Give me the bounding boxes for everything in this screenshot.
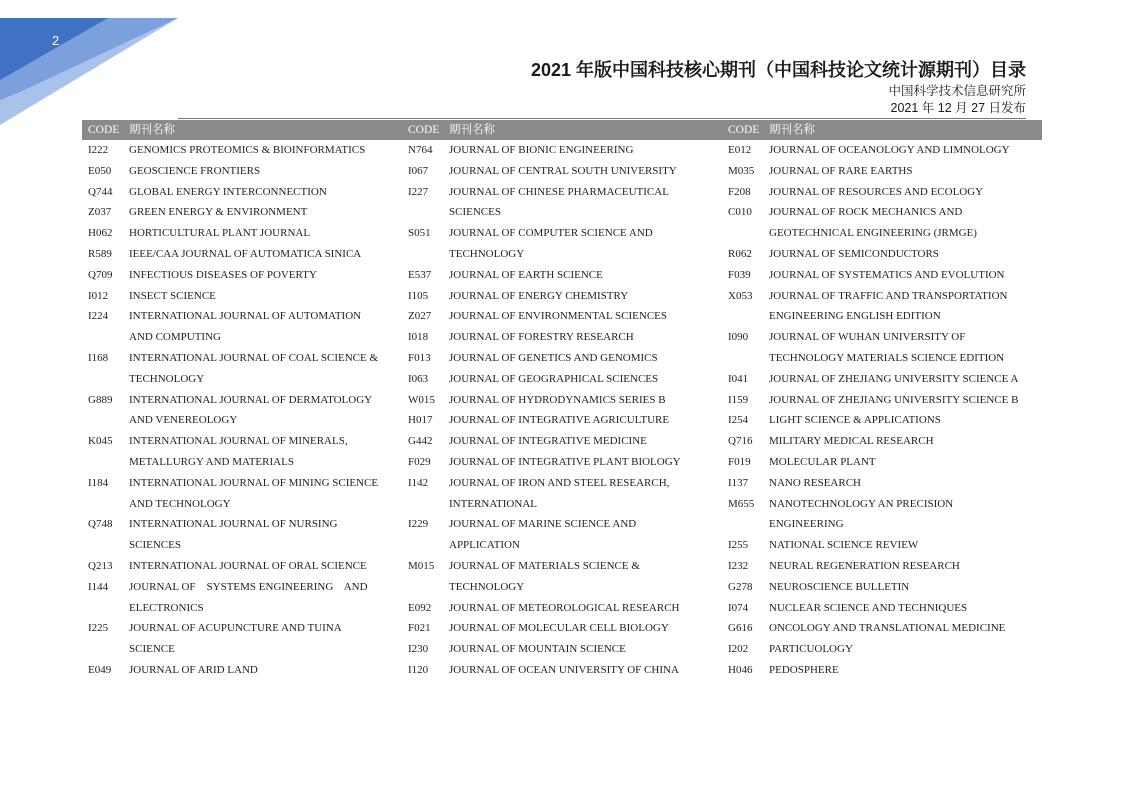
journal-name: GEOTECHNICAL ENGINEERING (JRMGE) — [769, 227, 977, 240]
table-row — [722, 556, 1042, 577]
table-row — [722, 306, 1042, 327]
table-row — [722, 369, 1042, 390]
journal-code: E050 — [88, 164, 112, 177]
header-code: CODE — [88, 124, 120, 136]
journal-name: JOURNAL OF ENERGY CHEMISTRY — [449, 289, 629, 302]
journal-table — [82, 120, 1042, 681]
journal-code: F039 — [728, 268, 751, 281]
journal-name: JOURNAL OF SYSTEMATICS AND EVOLUTION — [769, 268, 1005, 281]
journal-code: I159 — [728, 393, 749, 406]
journal-code: Q748 — [88, 518, 113, 531]
journal-code: G442 — [408, 435, 433, 448]
journal-code: H062 — [88, 227, 113, 240]
table-row — [82, 410, 402, 431]
table-row — [402, 660, 722, 681]
journal-name: LIGHT SCIENCE & APPLICATIONS — [769, 414, 941, 427]
journal-column — [722, 140, 1042, 681]
table-row — [402, 161, 722, 182]
journal-name: NATIONAL SCIENCE REVIEW — [769, 539, 919, 552]
journal-code — [82, 535, 129, 556]
journal-name: JOURNAL OF INTEGRATIVE PLANT BIOLOGY — [449, 455, 681, 468]
journal-code: R062 — [728, 247, 752, 260]
journal-code: Z037 — [88, 206, 112, 219]
header-journal-name: 期刊名称 — [449, 124, 495, 136]
journal-name: GLOBAL ENERGY INTERCONNECTION — [129, 185, 327, 198]
journal-name: INTERNATIONAL JOURNAL OF MINERALS, — [129, 435, 348, 448]
table-row — [722, 265, 1042, 286]
journal-name: JOURNAL OF ZHEJIANG UNIVERSITY SCIENCE A — [769, 372, 1019, 385]
header-code: CODE — [728, 124, 760, 136]
table-row — [82, 473, 402, 494]
journal-code: F021 — [408, 622, 431, 635]
journal-name: TECHNOLOGY MATERIALS SCIENCE EDITION — [769, 351, 1005, 364]
journal-code: H046 — [728, 663, 753, 676]
journal-name: JOURNAL OF BIONIC ENGINEERING — [449, 144, 634, 156]
table-row — [402, 182, 722, 203]
journal-code: I074 — [728, 601, 749, 614]
journal-code: I105 — [408, 289, 429, 302]
table-row — [82, 660, 402, 681]
table-row — [402, 639, 722, 660]
table-header — [82, 120, 1042, 140]
table-row — [402, 556, 722, 577]
table-row — [722, 494, 1042, 515]
journal-name: JOURNAL OF ROCK MECHANICS AND — [769, 206, 963, 219]
journal-name: JOURNAL OF SYSTEMS ENGINEERING AND — [129, 580, 368, 593]
journal-code — [82, 639, 129, 660]
journal-name: INFECTIOUS DISEASES OF POVERTY — [129, 268, 317, 281]
table-row — [82, 182, 402, 203]
journal-name: ENGINEERING ENGLISH EDITION — [769, 310, 941, 323]
journal-code: M035 — [728, 164, 755, 177]
journal-code: F208 — [728, 185, 751, 198]
table-row — [82, 202, 402, 223]
journal-name: JOURNAL OF ACUPUNCTURE AND TUINA — [129, 622, 342, 635]
table-row — [722, 327, 1042, 348]
table-row — [722, 535, 1042, 556]
table-row — [82, 535, 402, 556]
table-row — [402, 286, 722, 307]
journal-code: Q709 — [88, 268, 113, 281]
journal-name: HORTICULTURAL PLANT JOURNAL — [129, 227, 311, 240]
journal-name: JOURNAL OF ENVIRONMENTAL SCIENCES — [449, 310, 668, 323]
journal-name: INSECT SCIENCE — [129, 289, 216, 302]
journal-name: IEEE/CAA JOURNAL OF AUTOMATICA SINICA — [129, 247, 362, 260]
table-body — [82, 140, 1042, 681]
journal-code: I144 — [88, 580, 109, 593]
journal-code: I018 — [408, 331, 429, 344]
journal-name: NANO RESEARCH — [769, 476, 861, 489]
journal-name: APPLICATION — [449, 539, 520, 552]
journal-code: I222 — [88, 144, 109, 156]
table-row — [82, 265, 402, 286]
journal-code: S051 — [408, 227, 431, 240]
journal-code: I224 — [88, 310, 109, 323]
table-row — [722, 286, 1042, 307]
table-row — [402, 577, 722, 598]
journal-name: JOURNAL OF WUHAN UNIVERSITY OF — [769, 331, 966, 344]
journal-code — [82, 452, 129, 473]
journal-column — [82, 140, 402, 681]
journal-code: E012 — [728, 144, 752, 156]
journal-name: GEOSCIENCE FRONTIERS — [129, 164, 261, 177]
table-row — [722, 140, 1042, 161]
journal-code: F019 — [728, 455, 751, 468]
header-journal-name: 期刊名称 — [129, 124, 175, 136]
journal-name: JOURNAL OF HYDRODYNAMICS SERIES B — [449, 393, 666, 406]
journal-name: JOURNAL OF MOLECULAR CELL BIOLOGY — [449, 622, 669, 635]
journal-name: ONCOLOGY AND TRANSLATIONAL MEDICINE — [769, 622, 1006, 635]
journal-code: E049 — [88, 663, 112, 676]
header-rule — [178, 118, 1026, 119]
journal-name: JOURNAL OF ZHEJIANG UNIVERSITY SCIENCE B — [769, 393, 1019, 406]
journal-code: I225 — [88, 622, 109, 635]
table-row — [402, 598, 722, 619]
journal-code — [402, 494, 449, 515]
document-title: 2021 年版中国科技核心期刊（中国科技论文统计源期刊）目录 — [530, 60, 1026, 80]
table-row — [402, 473, 722, 494]
journal-code: G278 — [728, 580, 753, 593]
journal-code: I041 — [728, 372, 749, 385]
journal-code — [82, 327, 129, 348]
journal-code: I227 — [408, 185, 429, 198]
table-row — [402, 452, 722, 473]
table-row — [722, 182, 1042, 203]
journal-code: F013 — [408, 351, 431, 364]
table-row — [82, 369, 402, 390]
table-row — [82, 556, 402, 577]
journal-name: JOURNAL OF INTEGRATIVE AGRICULTURE — [449, 414, 670, 427]
journal-name: INTERNATIONAL JOURNAL OF MINING SCIENCE — [129, 476, 379, 489]
journal-code: H017 — [408, 414, 433, 427]
journal-name: SCIENCE — [129, 643, 175, 656]
table-row — [722, 452, 1042, 473]
journal-name: JOURNAL OF OCEAN UNIVERSITY OF CHINA — [449, 663, 679, 676]
table-row — [722, 473, 1042, 494]
journal-code: I255 — [728, 539, 749, 552]
table-row — [722, 348, 1042, 369]
journal-code — [402, 202, 449, 223]
journal-code — [402, 244, 449, 265]
journal-code: G889 — [88, 393, 113, 406]
table-row — [82, 618, 402, 639]
journal-code: F029 — [408, 455, 431, 468]
journal-code: I063 — [408, 372, 429, 385]
table-row — [722, 431, 1042, 452]
table-row — [402, 265, 722, 286]
table-row — [82, 514, 402, 535]
journal-name: METALLURGY AND MATERIALS — [129, 455, 294, 468]
table-row — [82, 431, 402, 452]
journal-name: JOURNAL OF CENTRAL SOUTH UNIVERSITY — [449, 164, 677, 177]
journal-code: I120 — [408, 663, 429, 676]
table-row — [402, 369, 722, 390]
journal-code: I230 — [408, 643, 429, 656]
table-row — [402, 223, 722, 244]
table-row — [722, 639, 1042, 660]
journal-code — [402, 535, 449, 556]
table-row — [82, 348, 402, 369]
journal-code — [722, 348, 769, 369]
table-row — [82, 286, 402, 307]
table-row — [722, 660, 1042, 681]
journal-name: JOURNAL OF IRON AND STEEL RESEARCH, — [449, 476, 670, 489]
journal-code: Q716 — [728, 435, 753, 448]
journal-name: JOURNAL OF EARTH SCIENCE — [449, 268, 603, 281]
table-row — [722, 244, 1042, 265]
journal-name: AND TECHNOLOGY — [129, 497, 231, 510]
table-row — [722, 598, 1042, 619]
journal-code: K045 — [88, 435, 113, 448]
journal-code: Z027 — [408, 310, 432, 323]
corner-decoration — [0, 0, 200, 140]
table-row — [82, 452, 402, 473]
journal-code — [722, 514, 769, 535]
table-row — [402, 514, 722, 535]
journal-name: JOURNAL OF CHINESE PHARMACEUTICAL — [449, 185, 669, 198]
table-row — [82, 598, 402, 619]
journal-name: AND COMPUTING — [129, 331, 221, 344]
table-row — [402, 327, 722, 348]
table-row — [722, 618, 1042, 639]
table-row — [82, 223, 402, 244]
journal-name: INTERNATIONAL — [449, 497, 537, 510]
table-row — [82, 639, 402, 660]
table-row — [402, 431, 722, 452]
journal-name: JOURNAL OF RESOURCES AND ECOLOGY — [769, 185, 984, 198]
journal-code: M015 — [408, 559, 435, 572]
table-row — [722, 202, 1042, 223]
journal-name: AND VENEREOLOGY — [129, 414, 238, 427]
page-number: 2 — [52, 33, 60, 48]
journal-code: I168 — [88, 351, 109, 364]
journal-name: PEDOSPHERE — [769, 663, 839, 676]
journal-code: Q213 — [88, 559, 113, 572]
journal-code: X053 — [728, 289, 753, 302]
table-row — [722, 577, 1042, 598]
table-row — [402, 306, 722, 327]
journal-code: R589 — [88, 247, 112, 260]
journal-code — [402, 577, 449, 598]
journal-name: JOURNAL OF COMPUTER SCIENCE AND — [449, 227, 653, 240]
journal-name: TECHNOLOGY — [129, 372, 205, 385]
journal-code — [82, 410, 129, 431]
journal-name: MILITARY MEDICAL RESEARCH — [769, 435, 934, 448]
header-code: CODE — [408, 124, 440, 136]
journal-code: E537 — [408, 268, 432, 281]
journal-name: JOURNAL OF INTEGRATIVE MEDICINE — [449, 435, 647, 448]
table-row — [402, 618, 722, 639]
journal-name: JOURNAL OF GEOGRAPHICAL SCIENCES — [449, 372, 659, 385]
table-row — [82, 140, 402, 161]
table-row — [402, 244, 722, 265]
journal-name: GENOMICS PROTEOMICS & BIOINFORMATICS — [129, 144, 366, 156]
journal-code: I232 — [728, 559, 749, 572]
journal-name: ENGINEERING — [769, 518, 844, 531]
journal-name: INTERNATIONAL JOURNAL OF ORAL SCIENCE — [129, 559, 367, 572]
journal-name: JOURNAL OF FORESTRY RESEARCH — [449, 331, 634, 344]
journal-name: JOURNAL OF RARE EARTHS — [769, 164, 913, 177]
journal-name: NANOTECHNOLOGY AN PRECISION — [769, 497, 954, 510]
table-row — [402, 140, 722, 161]
journal-code: C010 — [728, 206, 752, 219]
journal-code: M655 — [728, 497, 755, 510]
table-row — [402, 390, 722, 411]
table-row — [722, 223, 1042, 244]
journal-name: JOURNAL OF OCEANOLOGY AND LIMNOLOGY — [769, 144, 1010, 156]
table-row — [82, 244, 402, 265]
journal-name: NEURAL REGENERATION RESEARCH — [769, 559, 960, 572]
table-row — [722, 514, 1042, 535]
journal-code: I012 — [88, 289, 109, 302]
journal-code — [722, 306, 769, 327]
journal-name: JOURNAL OF MARINE SCIENCE AND — [449, 518, 637, 531]
journal-name: SCIENCES — [449, 206, 501, 219]
journal-code: W015 — [408, 393, 435, 406]
table-row — [722, 161, 1042, 182]
journal-name: JOURNAL OF METEOROLOGICAL RESEARCH — [449, 601, 680, 614]
journal-code: I142 — [408, 476, 429, 489]
journal-name: JOURNAL OF MOUNTAIN SCIENCE — [449, 643, 626, 656]
journal-code: I090 — [728, 331, 749, 344]
header-journal-name: 期刊名称 — [769, 124, 815, 136]
journal-code: N764 — [408, 144, 433, 156]
journal-code: I184 — [88, 476, 109, 489]
journal-name: INTERNATIONAL JOURNAL OF NURSING — [129, 518, 338, 531]
journal-name: INTERNATIONAL JOURNAL OF COAL SCIENCE & — [129, 351, 379, 364]
document-header — [531, 58, 1026, 116]
journal-name: JOURNAL OF GENETICS AND GENOMICS — [449, 351, 658, 364]
journal-code: I202 — [728, 643, 749, 656]
table-row — [82, 161, 402, 182]
journal-name: SCIENCES — [129, 539, 181, 552]
journal-name: TECHNOLOGY — [449, 247, 525, 260]
journal-name: INTERNATIONAL JOURNAL OF DERMATOLOGY — [129, 393, 373, 406]
journal-name: JOURNAL OF TRAFFIC AND TRANSPORTATION — [769, 289, 1008, 302]
table-row — [402, 535, 722, 556]
table-row — [402, 410, 722, 431]
journal-name: TECHNOLOGY — [449, 580, 525, 593]
journal-name: JOURNAL OF ARID LAND — [129, 663, 258, 676]
journal-code — [82, 369, 129, 390]
table-row — [82, 390, 402, 411]
table-row — [402, 348, 722, 369]
table-row — [722, 410, 1042, 431]
table-row — [82, 577, 402, 598]
journal-code: G616 — [728, 622, 753, 635]
journal-name: NEUROSCIENCE BULLETIN — [769, 580, 910, 593]
table-row — [402, 494, 722, 515]
journal-name: PARTICUOLOGY — [769, 643, 853, 656]
journal-name: INTERNATIONAL JOURNAL OF AUTOMATION — [129, 310, 362, 323]
journal-code: E092 — [408, 601, 432, 614]
journal-code — [82, 494, 129, 515]
journal-code: Q744 — [88, 185, 113, 198]
journal-name: GREEN ENERGY & ENVIRONMENT — [129, 206, 308, 219]
journal-code: I137 — [728, 476, 749, 489]
journal-column — [402, 140, 722, 681]
table-row — [82, 494, 402, 515]
table-row — [402, 202, 722, 223]
publish-date: 2021 年 12 月 27 日发布 — [890, 101, 1026, 115]
journal-code: I067 — [408, 164, 429, 177]
journal-name: JOURNAL OF SEMICONDUCTORS — [769, 247, 939, 260]
journal-code: I254 — [728, 414, 749, 427]
journal-code — [722, 223, 769, 244]
institution-name: 中国科学技术信息研究所 — [888, 84, 1026, 98]
table-row — [82, 327, 402, 348]
table-row — [82, 306, 402, 327]
journal-name: ELECTRONICS — [129, 601, 204, 614]
table-row — [722, 390, 1042, 411]
journal-name: MOLECULAR PLANT — [769, 455, 876, 468]
journal-name: NUCLEAR SCIENCE AND TECHNIQUES — [769, 601, 968, 614]
journal-code: I229 — [408, 518, 429, 531]
journal-name: JOURNAL OF MATERIALS SCIENCE & — [449, 559, 640, 572]
journal-code — [82, 598, 129, 619]
